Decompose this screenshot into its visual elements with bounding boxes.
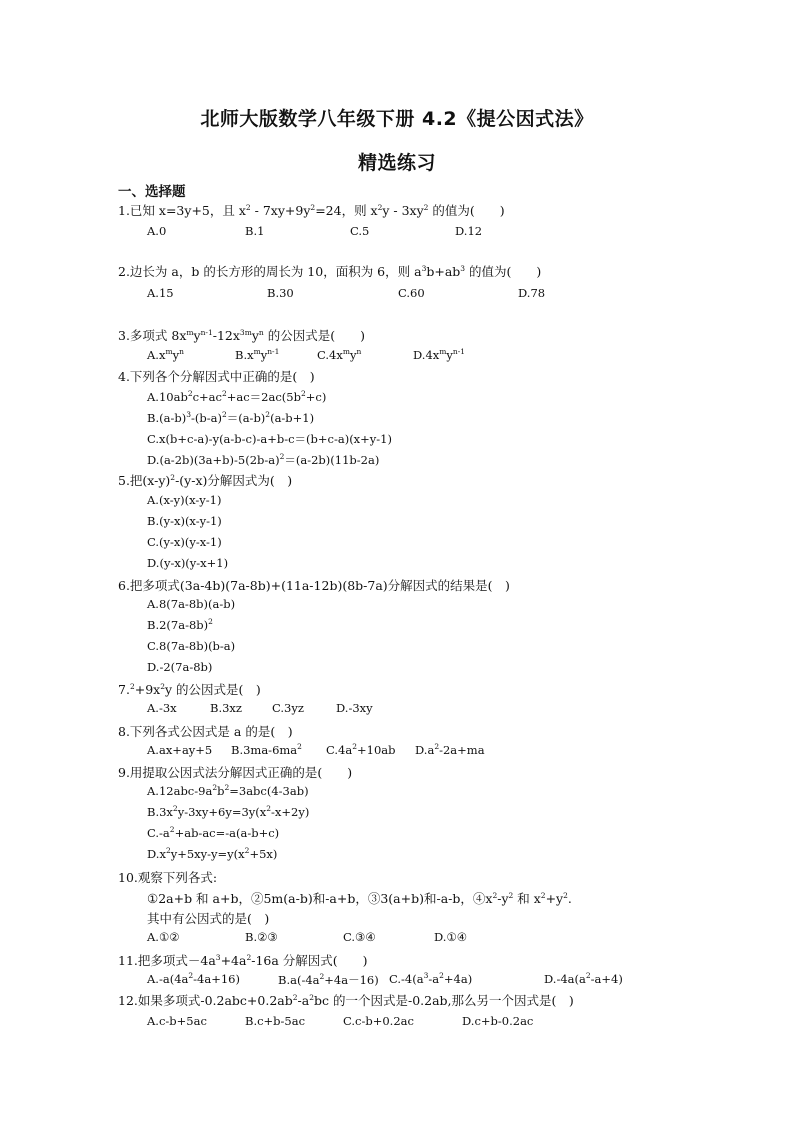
question-3-stem: 3.多项式 $8x^my^{n-1}-12x^{3m}y^n$ 的公因式是( ) (118, 328, 365, 343)
question-11-option-a[interactable]: $A.-a(4a^2-4a+16)$ (147, 971, 240, 986)
question-9-option-d[interactable]: $D.x^2y+5xy-y=y(x^2+5x)$ (147, 846, 278, 861)
section-heading: 一、选择题 (118, 184, 186, 200)
question-10-option-c[interactable]: C.③④ (343, 930, 376, 944)
question-12-option-b[interactable]: B.c+b-5ac (245, 1014, 306, 1028)
question-5-option-d[interactable]: D.(y-x)(y-x+1) (147, 556, 229, 570)
question-2-stem: 2.边长为 a，b 的长方形的周长为 10，面积为 6，则 $a^3b+ab^3$ 的值为( ) (118, 264, 542, 279)
question-3-option-a[interactable]: $A.x^my^n$ (147, 347, 184, 362)
document-title: 北师大版数学八年级下册 4.2《提公因式法》 (200, 108, 594, 130)
question-10-line-2: 其中有公因式的是( ) (147, 911, 270, 926)
question-8-option-a[interactable]: A.ax+ay+5 (147, 743, 213, 757)
question-1-option-b[interactable]: B.1 (245, 224, 265, 238)
question-4-stem: 4.下列各个分解因式中正确的是( ) (118, 369, 315, 384)
question-11-option-b[interactable]: $B.a(-4a^2+4a-16)$ (278, 972, 379, 987)
question-6-option-a[interactable]: A.8(7a-8b)(a-b) (147, 597, 236, 611)
question-7-option-c[interactable]: C.3yz (272, 701, 304, 715)
question-1-stem: 1.已知 x=3y+5，且 $x^2 - 7xy+9y^2=24$，则 $x^2y - 3xy^2$ 的值为( ) (118, 203, 505, 218)
question-11-option-c[interactable]: $C.-4(a^3-a^2+4a)$ (389, 971, 473, 986)
question-1-option-c[interactable]: C.5 (350, 224, 370, 238)
question-11-option-d[interactable]: $D.-4a(a^2-a+4)$ (544, 971, 623, 986)
question-9-stem: 9.用提取公因式法分解因式正确的是( ) (118, 765, 353, 780)
question-9-option-b[interactable]: $B.3x^2y-3xy+6y=3y(x^2-x+2y)$ (147, 804, 310, 819)
question-8-option-c[interactable]: $C.4a^2+10ab$ (326, 742, 396, 757)
question-9-option-c[interactable]: $C.-a^2+ab-ac=-a(a-b+c)$ (147, 825, 280, 840)
question-4-option-b[interactable]: $B.(a-b)^3-(b-a)^2=(a-b)^2(a-b+1)$ (147, 410, 315, 425)
question-10-option-d[interactable]: D.①④ (434, 930, 468, 944)
question-7-option-a[interactable]: A.-3x (147, 701, 177, 715)
question-12-option-d[interactable]: D.c+b-0.2ac (462, 1014, 534, 1028)
question-2-option-d[interactable]: D.78 (518, 286, 546, 300)
question-12-option-c[interactable]: C.c-b+0.2ac (343, 1014, 414, 1028)
question-4-option-a[interactable]: $A.10ab^2c+ac^2+ac=2ac(5b^2+c)$ (147, 389, 327, 404)
question-4-option-d[interactable]: $D.(a-2b)(3a+b)-5(2b-a)^2=(a-2b)(11b-2a)$ (147, 452, 380, 467)
question-10-option-a[interactable]: A.①② (147, 930, 180, 944)
question-11-stem: 11.把多项式$-4a^3+4a^2-16a$ 分解因式( ) (118, 953, 368, 968)
question-10-stem: 10.观察下列各式: (118, 870, 218, 885)
question-7-option-d[interactable]: D.-3xy (336, 701, 373, 715)
question-5-option-b[interactable]: B.(y-x)(x-y-1) (147, 514, 222, 528)
question-9-option-a[interactable]: $A.12abc-9a^2b^2=3abc(4-3ab)$ (147, 783, 309, 798)
question-7-option-b[interactable]: B.3xz (210, 701, 242, 715)
question-6-option-c[interactable]: C.8(7a-8b)(b-a) (147, 639, 236, 653)
question-8-option-b[interactable]: $B.3ma-6ma^2$ (231, 742, 302, 757)
question-3-option-c[interactable]: $C.4x^my^n$ (317, 347, 362, 362)
question-5-option-c[interactable]: C.(y-x)(y-x-1) (147, 535, 222, 549)
question-2-option-a[interactable]: A.15 (147, 286, 174, 300)
question-5-option-a[interactable]: A.(x-y)(x-y-1) (147, 493, 222, 507)
question-10-option-b[interactable]: B.②③ (245, 930, 278, 944)
question-4-option-c[interactable]: C.x(b+c-a)-y(a-b-c)-a+b-c＝(b+c-a)(x+y-1) (147, 432, 392, 446)
question-12-option-a[interactable]: A.c-b+5ac (147, 1014, 207, 1028)
question-3-option-b[interactable]: $B.x^my^{n-1}$ (235, 347, 280, 362)
question-1-option-a[interactable]: A.0 (147, 224, 167, 238)
question-12-stem: 12.如果多项式$-0.2abc+0.2ab^2-a^2bc$ 的一个因式是-0.2ab,那么另一个因式是( ) (118, 993, 574, 1008)
question-3-option-d[interactable]: $D.4x^my^{n-1}$ (413, 347, 466, 362)
question-6-option-b[interactable]: $B.2(7a-8b)^2$ (147, 617, 213, 632)
question-8-option-d[interactable]: $D.a^2-2a+ma$ (415, 742, 485, 757)
question-6-option-d[interactable]: D.-2(7a-8b) (147, 660, 213, 674)
question-10-line-1: ①2a+b 和 a+b，②5m(a-b)和-a+b，③3(a+b)和-a-b，$④x^2-y^2$ 和 $x^2+y^2$. (147, 891, 572, 906)
question-1-option-d[interactable]: D.12 (455, 224, 483, 238)
question-6-stem: 6.把多项式(3a-4b)(7a-8b)+(11a-12b)(8b-7a)分解因式的结果是( ) (118, 578, 510, 593)
question-2-option-b[interactable]: B.30 (267, 286, 294, 300)
question-5-stem: 5.把$(x-y)^2-(y-x)$分解因式为( ) (118, 473, 293, 488)
question-8-stem: 8.下列各式公因式是 a 的是( ) (118, 724, 293, 739)
document-subtitle: 精选练习 (357, 152, 436, 174)
question-2-option-c[interactable]: C.60 (398, 286, 425, 300)
question-7-stem: $7.^2+9x^2y$ 的公因式是( ) (118, 682, 261, 697)
